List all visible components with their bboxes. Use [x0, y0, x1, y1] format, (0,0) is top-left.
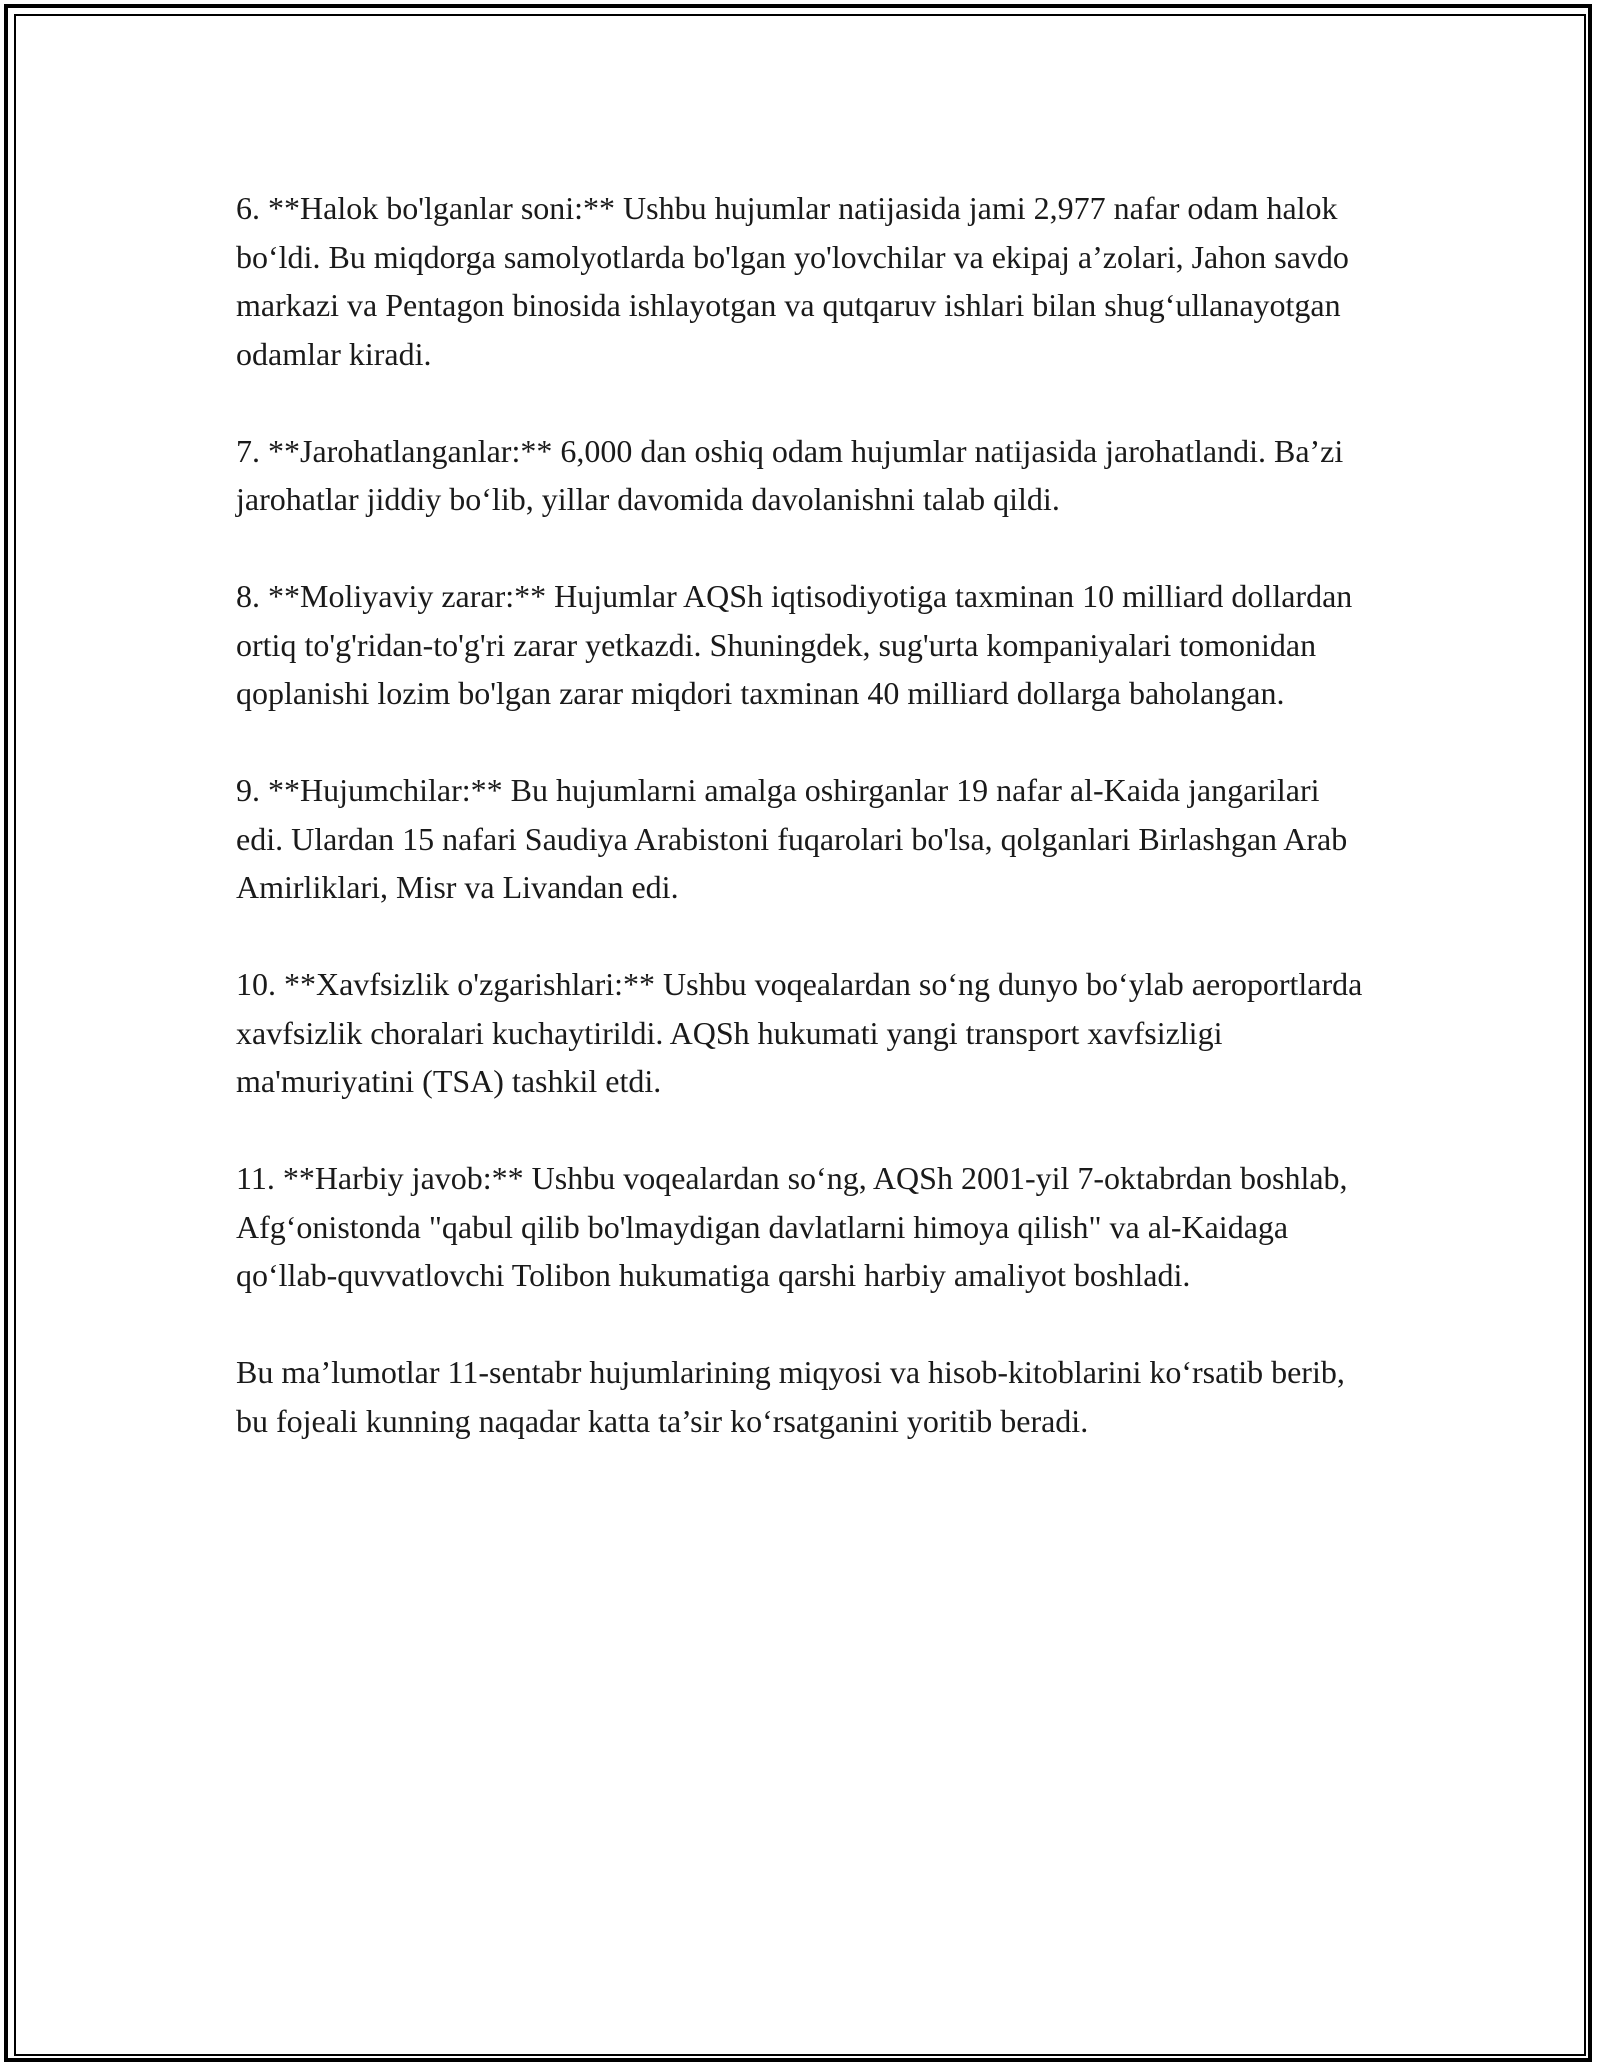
paragraph-injured: 7. **Jarohatlanganlar:** 6,000 dan oshiq odam hujumlar natijasida jarohatlandi. Ba’zi jarohatlar jiddiy bo‘lib, yillar davomida davolanishni talab qildi. [236, 432, 1344, 517]
document-body [236, 184, 1366, 1445]
paragraph-conclusion: Bu ma’lumotlar 11-sentabr hujumlarining miqyosi va hisob-kitoblarini ko‘rsatib berib, bu fojeali kunning naqadar katta ta’sir ko‘rsatganini yoritib beradi. [236, 1354, 1345, 1439]
paragraph-financial-damage: 8. **Moliyaviy zarar:** Hujumlar AQSh iqtisodiyotiga taxminan 10 milliard dollardan ortiq to'g'ridan-to'g'ri zarar yetkazdi. Shuningdek, sug'urta kompaniyalari tomonidan qoplanishi lozim bo'lgan zarar miqdori taxminan 40 milliard dollarga baholangan. [236, 578, 1353, 711]
paragraph-security-changes: 10. **Xavfsizlik o'zgarishlari:** Ushbu voqealardan so‘ng dunyo bo‘ylab aeroportlarda xavfsizlik choralari kuchaytirildi. AQSh hukumati yangi transport xavfsizligi ma'muriyatini (TSA) tashkil etdi. [236, 966, 1363, 1099]
paragraph-casualties: 6. **Halok bo'lganlar soni:** Ushbu hujumlar natijasida jami 2,977 nafar odam halok bo‘ldi. Bu miqdorga samolyotlarda bo'lgan yo'lovchilar va ekipaj a’zolari, Jahon savdo markazi va Pentagon binosida ishlayotgan va qutqaruv ishlari bilan shug‘ullanayotgan odamlar kiradi. [236, 190, 1349, 372]
paragraph-military-response: 11. **Harbiy javob:** Ushbu voqealardan so‘ng, AQSh 2001-yil 7-oktabrdan boshlab, Afg‘onistonda "qabul qilib bo'lmaydigan davlatlarni himoya qilish" va al-Kaidaga qo‘llab-quvvatlovchi Tolibon hukumatiga qarshi harbiy amaliyot boshladi. [236, 1160, 1348, 1293]
paragraph-attackers: 9. **Hujumchilar:** Bu hujumlarni amalga oshirganlar 19 nafar al-Kaida jangarilari edi. Ulardan 15 nafari Saudiya Arabistoni fuqarolari bo'lsa, qolganlari Birlashgan Arab Amirliklari, Misr va Livandan edi. [236, 772, 1348, 905]
